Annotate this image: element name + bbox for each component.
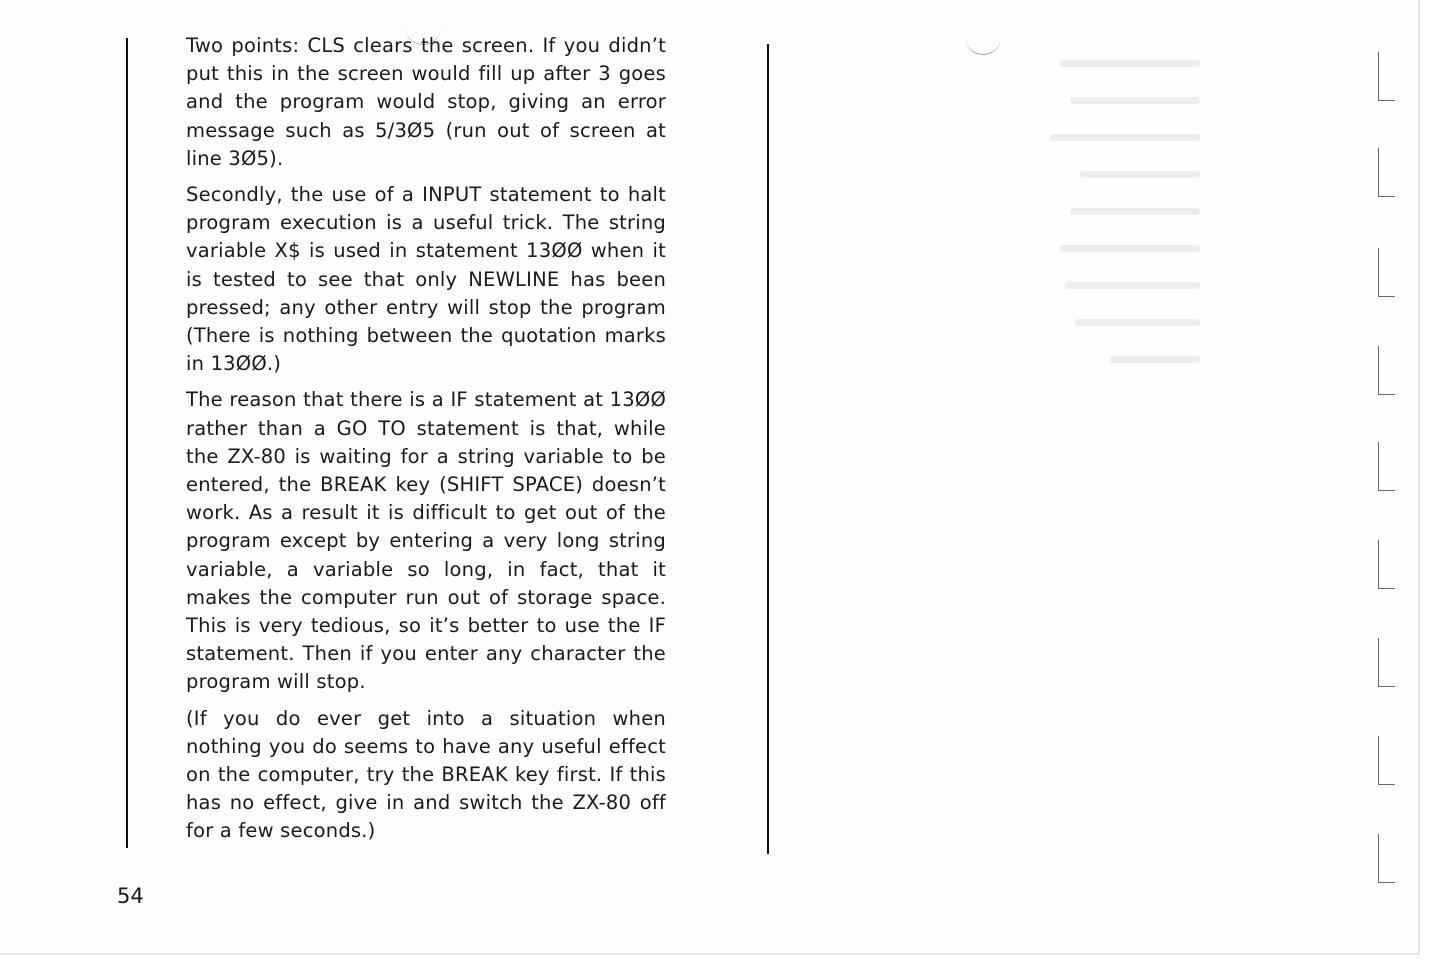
left-margin-rule bbox=[126, 38, 128, 848]
paragraph-if-statement: The reason that there is a IF statement at 13ØØ rather than a GO TO statement is that, while the ZX-80 is waiting for a string variable to be entered, the BREAK key (SHIFT SPACE) doesn’t work. As a result it is difficult to get out of the program except by entering a very long string variable, a variable so long, in fact, that it makes the computer run out of storage space. This is very tedious, so it’s better to use the IF statement. Then if you enter any character the program will stop. bbox=[186, 388, 666, 694]
body-text bbox=[186, 32, 666, 854]
binder-tab-mark bbox=[1378, 148, 1395, 197]
binder-tab-mark bbox=[1378, 52, 1395, 101]
show-through-text bbox=[760, 60, 1240, 880]
binder-tab-mark bbox=[1378, 834, 1395, 883]
binder-tab-mark bbox=[1378, 540, 1395, 589]
binder-tab-mark bbox=[1378, 248, 1395, 297]
paragraph-input-trick: Secondly, the use of a INPUT statement to halt program execution is a useful trick. The string variable X$ is used in statement 13ØØ when it is tested to see that only NEWLINE has been pressed; any other entry will stop the program (There is nothing between the quotation marks in 13ØØ.) bbox=[186, 183, 666, 376]
binder-tab-mark bbox=[1378, 442, 1395, 491]
page-bottom-edge bbox=[0, 953, 1420, 955]
page-number: 54 bbox=[117, 884, 144, 908]
paragraph-break-key: (If you do ever get into a situation when nothing you do seems to have any useful effect on the computer, try the BREAK key first. If this has no effect, give in and switch the ZX-80 off for a few seconds.) bbox=[186, 706, 666, 843]
page-edge bbox=[1418, 0, 1420, 955]
paragraph-cls-note: Two points: CLS clears the screen. If you didn’t put this in the screen would fill up after 3 goes and the program would stop, giving an error message such as 5/3Ø5 (run out of screen at line 3Ø5). bbox=[186, 34, 666, 170]
binder-tab-mark bbox=[1378, 736, 1395, 785]
right-margin-rule bbox=[767, 44, 769, 854]
binder-tab-mark bbox=[1378, 346, 1395, 395]
binder-tab-mark bbox=[1378, 638, 1395, 687]
